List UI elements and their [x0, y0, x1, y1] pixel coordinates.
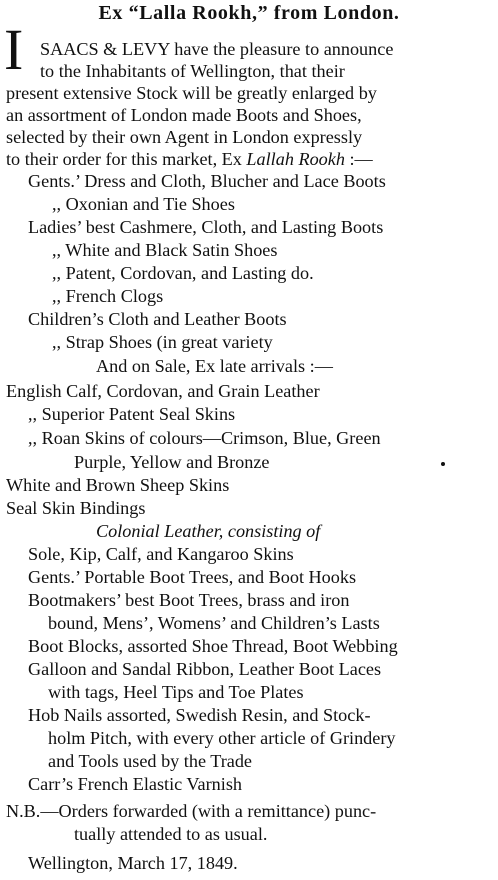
nb-line: N.B.—Orders forwarded (with a remittance) punc-: [6, 801, 377, 821]
colonial-item: Hob Nails assorted, Swedish Resin, and Stock-: [28, 705, 371, 725]
boots-item: Children’s Cloth and Leather Boots: [28, 309, 287, 329]
leather-item: White and Brown Sheep Skins: [6, 475, 230, 495]
leather-item: English Calf, Cordovan, and Grain Leather: [6, 381, 320, 401]
boots-item: Gents.’ Dress and Cloth, Blucher and Lace Boots: [28, 171, 386, 191]
intro-line: present extensive Stock will be greatly enlarged by: [6, 83, 377, 103]
boots-item: ,, French Clogs: [52, 286, 164, 306]
intro-last-line: [6, 148, 373, 170]
date-line: Wellington, March 17, 1849.: [28, 853, 238, 873]
boots-item: ,, Patent, Cordovan, and Lasting do.: [52, 263, 314, 283]
ship-name: Lallah Rookh: [246, 149, 345, 169]
leather-item: ,, Superior Patent Seal Skins: [28, 404, 236, 424]
colonial-item: Galloon and Sandal Ribbon, Leather Boot Laces: [28, 659, 382, 679]
nb-line: tually attended to as usual.: [74, 824, 268, 844]
colonial-item: bound, Mens’, Womens’ and Children’s Lasts: [48, 613, 380, 633]
colonial-item: Boot Blocks, assorted Shoe Thread, Boot Webbing: [28, 636, 398, 656]
colonial-item: Sole, Kip, Calf, and Kangaroo Skins: [28, 544, 294, 564]
drop-cap: I: [4, 17, 24, 82]
colonial-item: Bootmakers’ best Boot Trees, brass and iron: [28, 590, 350, 610]
intro-last-suffix: :—: [344, 149, 373, 169]
colonial-item: with tags, Heel Tips and Toe Plates: [48, 682, 304, 702]
boots-item: ,, Oxonian and Tie Shoes: [52, 194, 235, 214]
colonial-item: and Tools used by the Trade: [48, 751, 253, 771]
intro-line: SAACS & LEVY have the pleasure to announce: [40, 39, 394, 59]
leather-item: ,, Roan Skins of colours—Crimson, Blue, Green: [28, 428, 381, 448]
leather-item: Seal Skin Bindings: [6, 498, 146, 518]
colonial-heading: Colonial Leather, consisting of: [96, 521, 321, 541]
ad-title: Ex “Lalla Rookh,” from London.: [98, 2, 400, 24]
intro-line: an assortment of London made Boots and Shoes,: [6, 105, 362, 125]
leather-item: Purple, Yellow and Bronze: [74, 452, 270, 472]
colonial-item: Gents.’ Portable Boot Trees, and Boot Hooks: [28, 567, 357, 587]
on-sale-heading: And on Sale, Ex late arrivals :—: [96, 356, 333, 376]
intro-last-prefix: to their order for this market, Ex: [6, 149, 247, 169]
colonial-item: Carr’s French Elastic Varnish: [28, 774, 242, 794]
intro-line: to the Inhabitants of Wellington, that their: [40, 61, 345, 81]
boots-item: ,, White and Black Satin Shoes: [52, 240, 278, 260]
boots-item: Ladies’ best Cashmere, Cloth, and Lasting Boots: [28, 217, 384, 237]
boots-item: ,, Strap Shoes (in great variety: [52, 332, 273, 352]
colonial-item: holm Pitch, with every other article of Grindery: [48, 728, 396, 748]
ink-speck: [441, 462, 445, 466]
intro-line: selected by their own Agent in London expressly: [6, 127, 363, 147]
